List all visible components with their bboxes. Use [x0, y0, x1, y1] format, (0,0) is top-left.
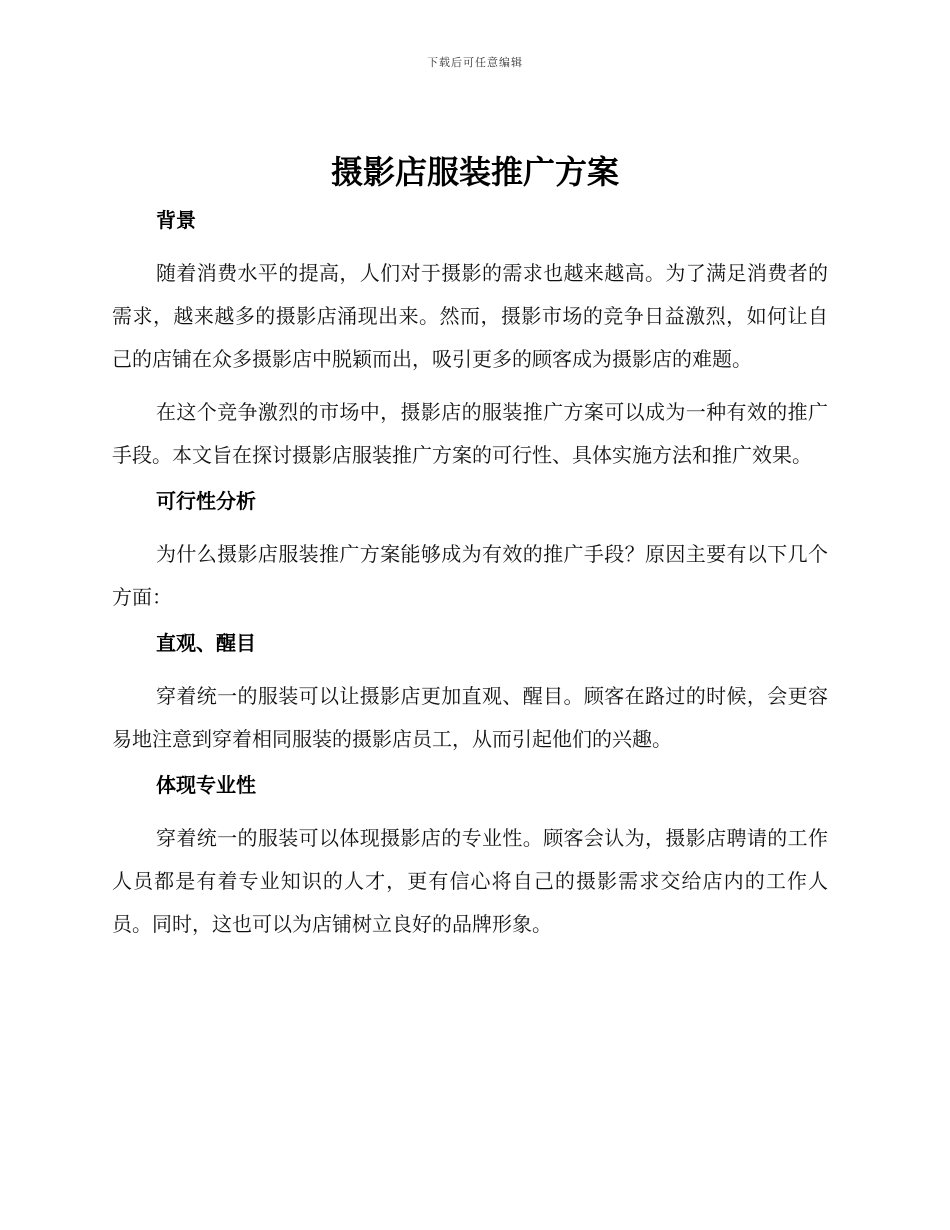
section-heading-background: 背景: [156, 208, 196, 232]
section-heading-feasibility: 可行性分析: [156, 489, 256, 513]
paragraph-background-1: 随着消费水平的提高，人们对于摄影的需求也越来越高。为了满足消费者的需求，越来越多的摄影店涌现出来。然而，摄影市场的竞争日益激烈，如何让自己的店铺在众多摄影店中脱颖而出，吸引更多的顾客成为摄影店的难题。: [112, 261, 828, 371]
paragraph-professionalism-1: 穿着统一的服装可以体现摄影店的专业性。顾客会认为，摄影店聘请的工作人员都是有着专业知识的人才，更有信心将自己的摄影需求交给店内的工作人员。同时，这也可以为店铺树立良好的品牌形象。: [112, 826, 828, 936]
paragraph-background-2: 在这个竞争激烈的市场中，摄影店的服装推广方案可以成为一种有效的推广手段。本文旨在探讨摄影店服装推广方案的可行性、具体实施方法和推广效果。: [112, 400, 828, 467]
paragraph-visibility-1: 穿着统一的服装可以让摄影店更加直观、醒目。顾客在路过的时候，会更容易地注意到穿着相同服装的摄影店员工，从而引起他们的兴趣。: [112, 684, 828, 751]
section-heading-visibility: 直观、醒目: [156, 631, 256, 655]
section-heading-professionalism: 体现专业性: [156, 773, 256, 797]
document-title: 摄影店服装推广方案: [330, 153, 619, 191]
page-header-text: 下载后可任意编辑: [427, 56, 523, 69]
paragraph-feasibility-1: 为什么摄影店服装推广方案能够成为有效的推广手段？原因主要有以下几个方面：: [112, 542, 828, 609]
document-body: [112, 200, 828, 956]
